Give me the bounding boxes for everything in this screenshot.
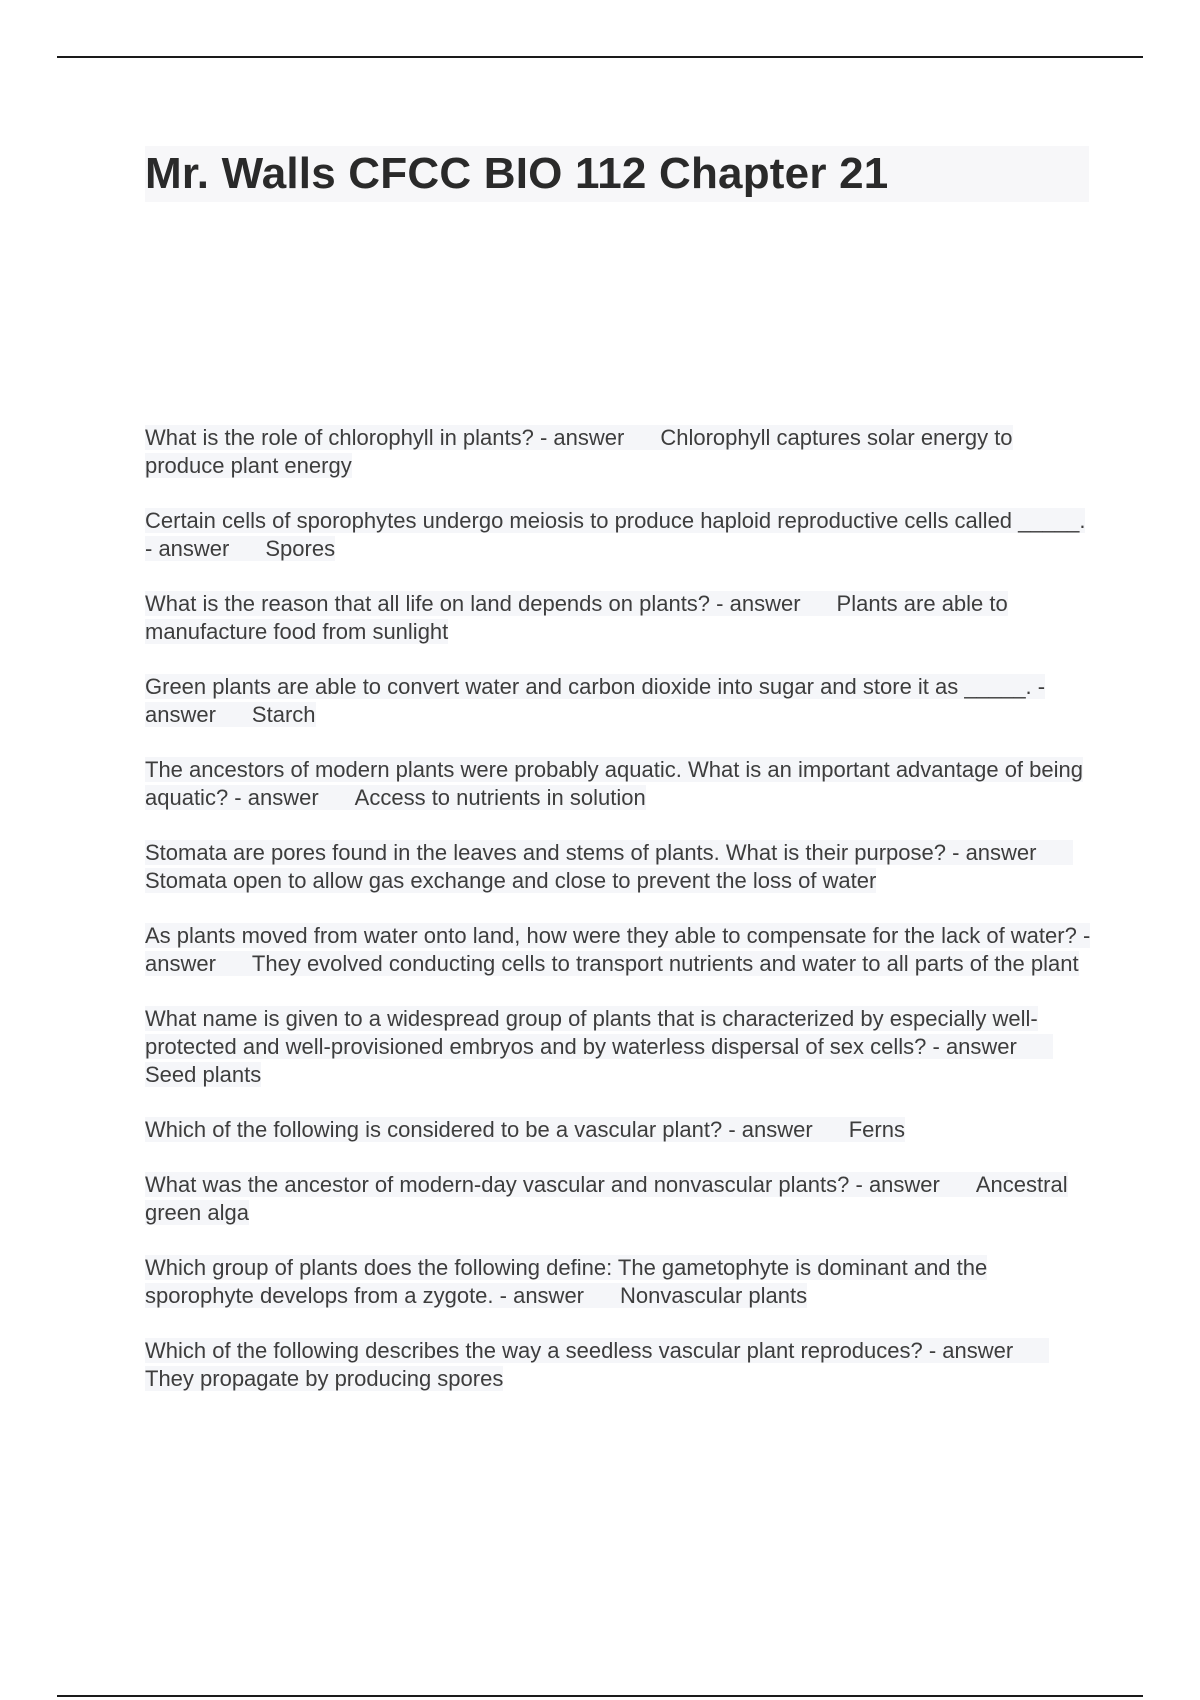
question-text: What name is given to a widespread group of plants that is characterized by especially well-protected and well-provisioned embryos and by waterless dispersal of sex cells? [145, 1006, 1038, 1059]
qa-item-2 [145, 507, 1095, 563]
qa-item-3 [145, 590, 1095, 646]
qa-item-5 [145, 756, 1095, 812]
qa-list [145, 424, 1095, 1420]
answer-separator: - answer [145, 674, 1046, 727]
question-text: Which group of plants does the following define: The gametophyte is dominant and the sporophyte develops from a zygote. [145, 1255, 988, 1308]
answer-text: Seed plants [145, 1062, 262, 1087]
answer-text: Nonvascular plants [620, 1283, 808, 1308]
question-text: What is the reason that all life on land depends on plants? [145, 591, 711, 616]
answer-separator: - answer [710, 591, 801, 616]
answer-separator: - answer [926, 1034, 1017, 1059]
answer-text: They propagate by producing spores [145, 1366, 504, 1391]
answer-separator: - answer [722, 1117, 813, 1142]
answer-text: Plants are able to manufacture food from sunlight [145, 591, 1008, 644]
qa-item-8 [145, 1005, 1095, 1089]
answer-separator: - answer [946, 840, 1037, 865]
question-text: What is the role of chlorophyll in plants? [145, 425, 534, 450]
answer-text: Spores [265, 536, 336, 561]
qa-item-1 [145, 424, 1095, 480]
answer-separator: - answer [228, 785, 319, 810]
answer-separator: - answer [145, 923, 1091, 976]
top-rule [57, 56, 1143, 58]
question-text: Green plants are able to convert water and carbon dioxide into sugar and store it as _____. [145, 674, 1032, 699]
question-text: What was the ancestor of modern-day vascular and nonvascular plants? [145, 1172, 850, 1197]
qa-item-6 [145, 839, 1095, 895]
qa-item-10 [145, 1171, 1095, 1227]
qa-item-7 [145, 922, 1095, 978]
answer-text: Ancestral green alga [145, 1172, 1068, 1225]
answer-text: Starch [251, 702, 316, 727]
answer-separator: - answer [922, 1338, 1014, 1363]
question-text: Stomata are pores found in the leaves and stems of plants. What is their purpose? [145, 840, 947, 865]
answer-text: They evolved conducting cells to transport nutrients and water to all parts of the plant [251, 951, 1079, 976]
document-title: Mr. Walls CFCC BIO 112 Chapter 21 [145, 146, 1089, 202]
qa-item-12 [145, 1337, 1095, 1393]
qa-item-9 [145, 1116, 1095, 1144]
bottom-rule [57, 1695, 1143, 1697]
answer-separator: - answer [533, 425, 625, 450]
answer-separator: - answer [849, 1172, 940, 1197]
answer-text: Stomata open to allow gas exchange and close to prevent the loss of water [145, 868, 877, 893]
qa-item-11 [145, 1254, 1095, 1310]
answer-text: Chlorophyll captures solar energy to produce plant energy [145, 425, 1013, 478]
question-text: Which of the following is considered to be a vascular plant? [145, 1117, 723, 1142]
answer-separator: - answer [493, 1283, 585, 1308]
answer-separator: - answer [145, 536, 230, 561]
question-text: The ancestors of modern plants were probably aquatic. What is an important advantage of being aquatic? [145, 757, 1083, 810]
question-text: Certain cells of sporophytes undergo meiosis to produce haploid reproductive cells called _____. [145, 508, 1086, 533]
answer-text: Access to nutrients in solution [354, 785, 646, 810]
qa-item-4 [145, 673, 1095, 729]
question-text: Which of the following describes the way a seedless vascular plant reproduces? [145, 1338, 923, 1363]
question-text: As plants moved from water onto land, how were they able to compensate for the lack of water? [145, 923, 1077, 948]
answer-text: Ferns [848, 1117, 905, 1142]
